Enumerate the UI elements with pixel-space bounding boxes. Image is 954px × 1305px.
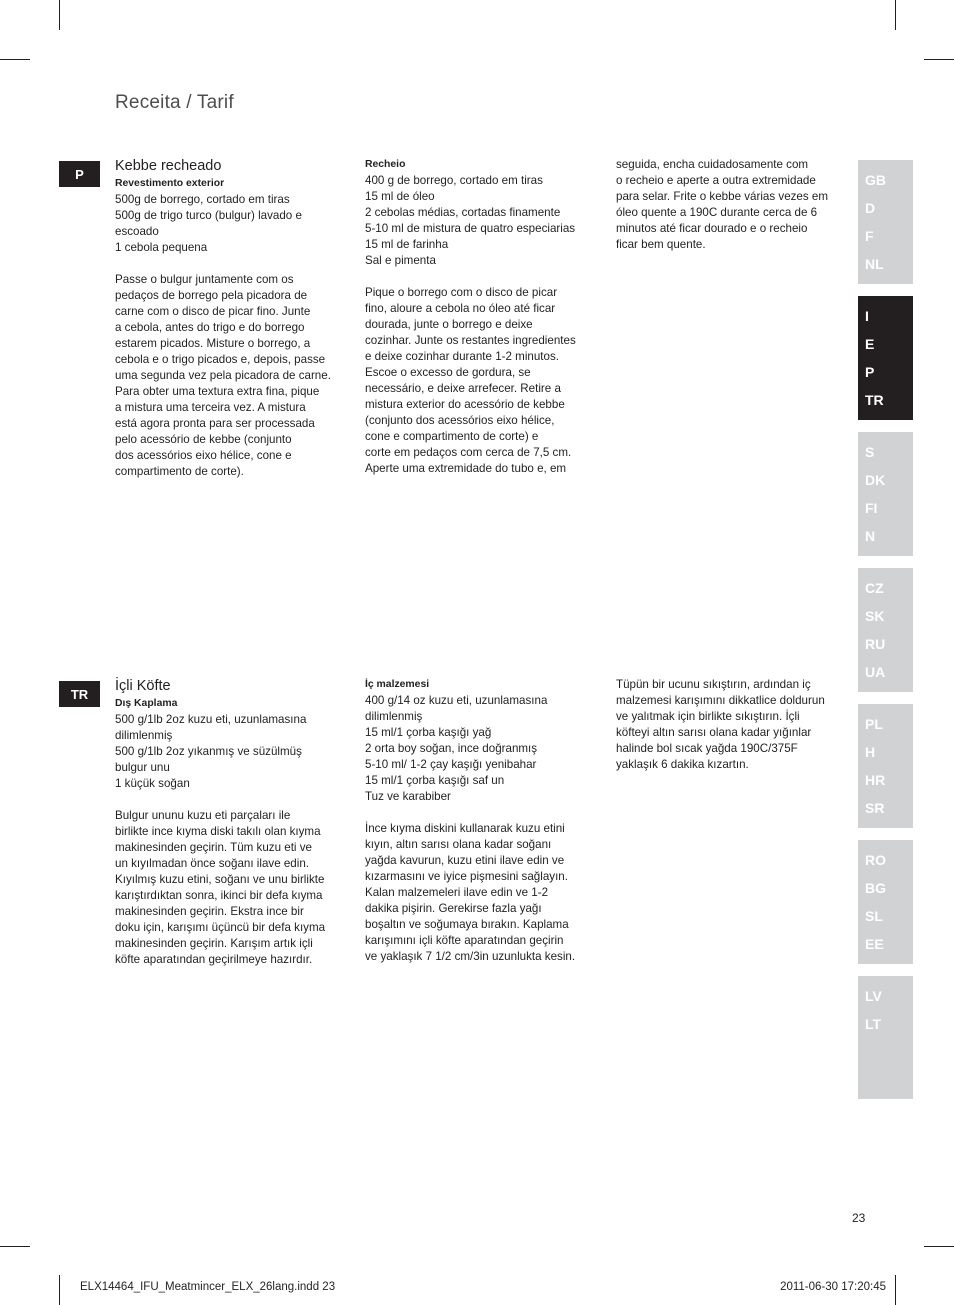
recipe-column-3	[616, 157, 848, 253]
language-code-i: I	[865, 308, 869, 324]
text-line: Bulgur ununu kuzu eti parçaları ile	[115, 809, 291, 822]
text-line: para selar. Frite o kebbe várias vezes em	[616, 190, 829, 203]
text-line: 1 küçük soğan	[115, 777, 190, 790]
text-line: Passe o bulgur juntamente com os	[115, 273, 294, 286]
text-line: Kıyılmış kuzu etini, soğanı ve unu birlikte	[115, 873, 325, 886]
language-code-fi: FI	[865, 500, 878, 516]
language-group	[858, 160, 913, 284]
text-line: dilimlenmiş	[365, 710, 423, 723]
language-code-s: S	[865, 444, 875, 460]
text-line: Escoe o excesso de gordura, se	[365, 366, 531, 379]
ingredients-subtitle: Recheio	[365, 159, 406, 170]
text-line: 2 orta boy soğan, ince doğranmış	[365, 742, 538, 755]
text-line: cozinhar. Junte os restantes ingredientes	[365, 334, 576, 347]
language-code-f: F	[865, 228, 874, 244]
text-line: dakika pişirin. Gerekirse fazla yağı	[365, 902, 542, 915]
crop-mark	[59, 0, 60, 30]
recipe-title: İçli Köfte	[115, 678, 171, 694]
language-code-h: H	[865, 744, 876, 760]
ingredient-list	[365, 173, 597, 269]
language-code-e: E	[865, 336, 875, 352]
language-group	[858, 976, 913, 1099]
text-line: 500g de trigo turco (bulgur) lavado e	[115, 209, 302, 222]
text-line: Aperte uma extremidade do tubo e, em	[365, 462, 567, 475]
text-line: pedaços de borrego pela picadora de	[115, 289, 308, 302]
text-line: 15 ml de farinha	[365, 238, 449, 251]
text-line: dilimlenmiş	[115, 729, 173, 742]
text-line: yağda kavurun, kuzu etini ilave edin ve	[365, 854, 565, 867]
language-group	[858, 568, 913, 692]
text-line: dos acessórios eixo hélice, cone e	[115, 449, 292, 462]
text-line: o recheio e aperte a outra extremidade	[616, 174, 816, 187]
text-line: kızarmasını ve iyice pişmesini sağlayın.	[365, 870, 568, 883]
recipe-column-2	[365, 157, 597, 477]
text-line: 500 g/1lb 2oz yıkanmış ve süzülmüş	[115, 745, 302, 758]
text-line: Kalan malzemeleri ilave edin ve 1-2	[365, 886, 549, 899]
instructions-paragraph	[115, 808, 347, 968]
language-code-cz: CZ	[865, 580, 884, 596]
language-code-ee: EE	[865, 936, 884, 952]
text-line: karıştırdıktan sonra, ikinci bir defa kıyma	[115, 889, 323, 902]
crop-mark	[0, 1246, 30, 1247]
language-code-dk: DK	[865, 472, 886, 488]
crop-mark	[59, 1275, 60, 1305]
text-line: birlikte ince kıyma diski takılı olan kıyma	[115, 825, 321, 838]
text-line: 15 ml/1 çorba kaşığı yağ	[365, 726, 492, 739]
text-line: 500 g/1lb 2oz kuzu eti, uzunlamasına	[115, 713, 307, 726]
instructions-paragraph	[616, 677, 848, 773]
text-line: İnce kıyma diskini kullanarak kuzu etini	[365, 822, 565, 835]
text-line: ficar bem quente.	[616, 238, 706, 251]
recipe-column-3	[616, 677, 848, 773]
crop-mark	[924, 1246, 954, 1247]
text-line: köfte aparatından geçirilmeye hazırdır.	[115, 953, 313, 966]
text-line: a cebola, antes do trigo e do borrego	[115, 321, 305, 334]
language-group-active	[858, 296, 913, 420]
crop-mark	[895, 0, 896, 30]
language-code-sr: SR	[865, 800, 885, 816]
page-title: Receita / Tarif	[115, 92, 234, 113]
language-code-bg: BG	[865, 880, 886, 896]
timestamp: 2011-06-30 17:20:45	[780, 1281, 886, 1293]
text-line: e deixe cozinhar durante 1-2 minutos.	[365, 350, 559, 363]
ingredient-list	[115, 712, 347, 792]
text-line: 5-10 ml de mistura de quatro especiarias	[365, 222, 576, 235]
language-code-d: D	[865, 200, 876, 216]
recipe-column-1	[115, 157, 347, 480]
text-line: mistura exterior do acessório de kebbe	[365, 398, 565, 411]
text-line: pelo acessório de kebbe (conjunto	[115, 433, 292, 446]
language-code-lt: LT	[865, 1016, 882, 1032]
text-line: Tuz ve karabiber	[365, 790, 451, 803]
text-line: seguida, encha cuidadosamente com	[616, 158, 809, 171]
language-code-ru: RU	[865, 636, 886, 652]
language-code-nl: NL	[865, 256, 884, 272]
instructions-paragraph	[616, 157, 848, 253]
text-line: ve yaklaşık 7 1/2 cm/3in uzunlukta kesin.	[365, 950, 576, 963]
text-line: Para obter uma textura extra fina, pique	[115, 385, 320, 398]
text-line: uma segunda vez pela picadora de carne.	[115, 369, 331, 382]
language-code-ua: UA	[865, 664, 886, 680]
text-line: boşaltın ve soğumaya bırakın. Kaplama	[365, 918, 569, 931]
language-code-sk: SK	[865, 608, 885, 624]
text-line: estarem picados. Misture o borrego, a	[115, 337, 311, 350]
text-line: Sal e pimenta	[365, 254, 436, 267]
text-line: (conjunto dos acessórios eixo hélice,	[365, 414, 555, 427]
text-line: óleo quente a 190C durante cerca de 6	[616, 206, 818, 219]
language-code-n: N	[865, 528, 876, 544]
text-line: 400 g de borrego, cortado em tiras	[365, 174, 543, 187]
ingredient-list	[115, 192, 347, 256]
text-line: 15 ml/1 çorba kaşığı saf un	[365, 774, 505, 787]
file-info: ELX14464_IFU_Meatmincer_ELX_26lang.indd 23	[80, 1281, 336, 1293]
text-line: ve yalıtmak için birlikte sıkıştırın. İçli	[616, 710, 800, 723]
text-line: escoado	[115, 225, 159, 238]
language-code-tr: TR	[865, 392, 884, 408]
text-line: está agora pronta para ser processada	[115, 417, 315, 430]
language-code-pl: PL	[865, 716, 883, 732]
ingredients-subtitle: İç malzemesi	[365, 679, 430, 690]
text-line: 1 cebola pequena	[115, 241, 208, 254]
text-line: karışımını içli köfte aparatından geçirin	[365, 934, 564, 947]
text-line: makinesinden geçirin. Ekstra ince bir	[115, 905, 304, 918]
text-line: Tüpün bir ucunu sıkıştırın, ardından iç	[616, 678, 811, 691]
text-line: un kıyılmadan önce soğanı ilave edin.	[115, 857, 309, 870]
text-line: kıyın, altın sarısı olana kadar soğanı	[365, 838, 552, 851]
crop-mark	[0, 59, 30, 60]
text-line: Pique o borrego com o disco de picar	[365, 286, 558, 299]
ingredients-subtitle: Revestimento exterior	[115, 178, 225, 189]
text-line: 2 cebolas médias, cortadas finamente	[365, 206, 561, 219]
text-line: necessário, e deixe arrefecer. Retire a	[365, 382, 561, 395]
language-code-sl: SL	[865, 908, 883, 924]
crop-mark	[924, 59, 954, 60]
language-group	[858, 840, 913, 964]
language-code-lv: LV	[865, 988, 882, 1004]
language-group	[858, 432, 913, 556]
language-badge-tr: TR	[59, 681, 100, 707]
text-line: makinesinden geçirin. Tüm kuzu eti ve	[115, 841, 312, 854]
text-line: corte em pedaços com cerca de 7,5 cm.	[365, 446, 572, 459]
text-line: minutos até ficar dourado e o recheio	[616, 222, 808, 235]
text-line: makinesinden geçirin. Karışım artık içli	[115, 937, 313, 950]
instructions-paragraph	[115, 272, 347, 480]
text-line: 15 ml de óleo	[365, 190, 435, 203]
language-code-hr: HR	[865, 772, 886, 788]
language-code-ro: RO	[865, 852, 886, 868]
crop-mark	[895, 1275, 896, 1305]
recipe-title: Kebbe recheado	[115, 158, 222, 174]
ingredients-subtitle: Dış Kaplama	[115, 698, 178, 709]
language-group	[858, 704, 913, 828]
language-code-gb: GB	[865, 172, 886, 188]
text-line: köfteyi altın sarısı olana kadar yığınlar	[616, 726, 812, 739]
text-line: carne com o disco de picar fino. Junte	[115, 305, 311, 318]
text-line: cone e compartimento de corte) e	[365, 430, 539, 443]
language-code-p: P	[865, 364, 875, 380]
text-line: dourada, junte o borrego e deixe	[365, 318, 533, 331]
ingredient-list	[365, 693, 597, 805]
text-line: fino, aloure a cebola no óleo até ficar	[365, 302, 556, 315]
text-line: yaklaşık 6 dakika kızartın.	[616, 758, 749, 771]
text-line: cebola e o trigo picados e, depois, passe	[115, 353, 326, 366]
recipe-column-1	[115, 677, 347, 968]
text-line: 400 g/14 oz kuzu eti, uzunlamasına	[365, 694, 548, 707]
recipe-column-2	[365, 677, 597, 965]
instructions-paragraph	[365, 821, 597, 965]
text-line: malzemesi karışımını dikkatlice doldurun	[616, 694, 825, 707]
text-line: 5-10 ml/ 1-2 çay kaşığı yenibahar	[365, 758, 537, 771]
text-line: halinde bol sıcak yağda 190C/375F	[616, 742, 798, 755]
language-badge-p: P	[59, 161, 100, 187]
text-line: a mistura uma terceira vez. A mistura	[115, 401, 306, 414]
instructions-paragraph	[365, 285, 597, 477]
text-line: 500g de borrego, cortado em tiras	[115, 193, 290, 206]
text-line: compartimento de corte).	[115, 465, 244, 478]
text-line: bulgur unu	[115, 761, 170, 774]
text-line: doku için, karışımı üçüncü bir defa kıyma	[115, 921, 326, 934]
page-number: 23	[852, 1211, 866, 1225]
